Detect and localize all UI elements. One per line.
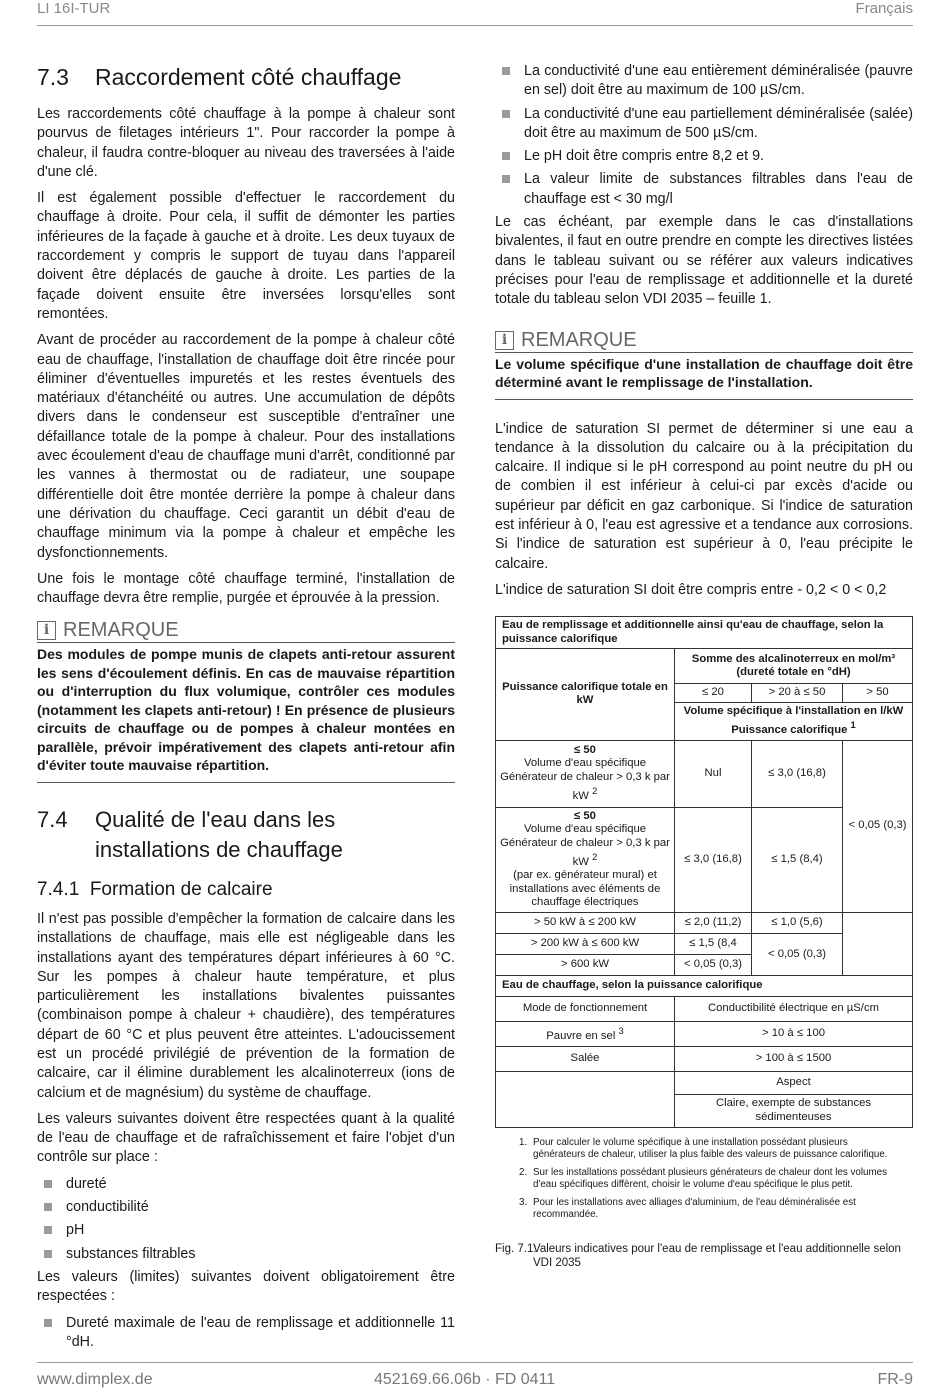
list-item: conductibilité [37, 1198, 455, 1217]
header-puissance: Puissance calorifique totale en kW [496, 649, 675, 740]
row3-value-1: ≤ 2,0 (11,2) [675, 912, 752, 933]
table-row [496, 996, 913, 1021]
limits-list-continued [495, 62, 913, 209]
note-body: Des modules de pompe munis de clapets anti-retour assurent les sens d'écoulement définis. En cas de mauvaise répartition ou d'interruption du flux volumique, contrôler ces modules (notamment les clapets anti-retour) ! En présence de plusieurs circuits de chauffage ou de pompes à chaleur montées en parallèle, prévoir impérativement des clapets anti-retour afin d'éviter toute mauvaise répartition. [37, 646, 455, 774]
note-title: REMARQUE [521, 328, 637, 351]
note-box-1 [37, 618, 455, 783]
note-box-2 [495, 328, 913, 400]
footer-page-number: FR-9 [877, 1371, 913, 1388]
conductivity-header: Conductibilité électrique en µS/cm [675, 996, 913, 1021]
s73-paragraph-1: Les raccordements côté chauffage à la pompe à chaleur sont pourvus de filetages intérieurs 1". Pour raccorder la pompe à chaleur, il faudra contre-bloquer au niveau des traversées à l'aide d'une clé. [37, 106, 455, 180]
note-title: REMARQUE [63, 619, 179, 642]
row2-value-2: ≤ 1,5 (8,4) [752, 807, 843, 912]
s74-paragraph-1: Il n'est pas possible d'empêcher la formation de calcaire dans les installations de chauffage, mais elle est négligeable dans les installations ayant des températures départ inférieures à 60 °C. Sur les pompes à chaleur haute température, et plus particulièrement les installations bivalentes puissantes (combinaison pompe à chaleur + chaudière), des températures départ de 60 °C et plus peuvent être atteintes. L'adoucissement est un procédé privilégié de prévention de la formation de calcaire, car il élimine durablement les alcalinoterreux (ions de calcium et de magnésium) du système de chauffage. [37, 910, 455, 1101]
list-item: La conductivité d'une eau entièrement déminéralisée (pauvre en sel) doit être au maximum de 100 µS/cm. [495, 62, 913, 101]
row1-value-1: Nul [675, 740, 752, 807]
s73-paragraph-2: Il est également possible d'effectuer le raccordement du chauffage à droite. Pour cela, il suffit de démonter les parties inférieures de la façade à gauche et à droite. Les deux tuyaux de raccordement y compris le support de tuyau dans l'appareil doivent être déplacés de gauche à droite. Les parties de la façade doivent ensuite être inversées lorsqu'elles sont remontées. [37, 190, 455, 322]
list-item: Dureté maximale de l'eau de remplissage et additionnelle 11 °dH. [37, 1314, 455, 1353]
info-icon: i [37, 621, 56, 640]
table-row [496, 912, 913, 933]
s74-paragraph-2: Les valeurs suivantes doivent être respectées quant à la qualité de l'eau de chauffage et de rafraîchissement et faire l'objet d'un contrôle sur place : [37, 1110, 455, 1166]
row4-puissance: > 200 kW à ≤ 600 kW [496, 933, 675, 954]
header-range-1: ≤ 20 [675, 684, 752, 703]
section-7-3-heading: 7.3 Raccordement côté chauffage [37, 64, 402, 90]
low-salt-value: > 10 à ≤ 100 [675, 1021, 913, 1046]
s73-paragraph-4: Une fois le montage côté chauffage terminé, l'installation de chauffage devra être remplie, purgée et éprouvée à la pression. [37, 570, 455, 607]
limits-list-start [37, 1314, 455, 1353]
water-quality-table [495, 616, 913, 1128]
header-range-2: > 20 à ≤ 50 [752, 684, 843, 703]
s74-paragraph-5: L'indice de saturation SI permet de déterminer si une eau a tendance à la dissolution du calcaire ou à la précipitation du calcaire. Il indique si le pH correspond au point neutre du pH ou de combien il est inférieur à celui-ci par excès d'acide ou supérieur par déficit en gaz carbonique. Si l'indice de saturation est inférieur à 0, l'eau est agressive et a tendance aux corrosions. Si l'indice de saturation est supérieur à 0, l'eau précipite le calcaire. [495, 420, 913, 572]
row5-puissance: > 600 kW [496, 954, 675, 975]
row2-puissance: ≤ 50 Volume d'eau spécifique Générateur de chaleur > 0,3 k par kW $^2$ (par ex. générateur mural) et installations avec éléments de chauffage électriques [496, 807, 675, 912]
table-title-1: Eau de remplissage et additionnelle ainsi qu'eau de chauffage, selon la puissance calorifique [496, 617, 913, 649]
figure-caption: Fig. 7.1: Valeurs indicatives pour l'eau de remplissage et l'eau additionnelle selon VDI 2035 [495, 1242, 901, 1269]
note-header [495, 328, 913, 353]
rows45-value-2: < 0,05 (0,3) [752, 933, 843, 975]
s74-paragraph-3: Les valeurs (limites) suivantes doivent obligatoirement être respectées : [37, 1268, 455, 1305]
rows12-value-3: < 0,05 (0,3) [843, 740, 913, 912]
left-column [37, 62, 455, 1356]
list-item: La valeur limite de substances filtrables dans l'eau de chauffage est < 30 mg/l [495, 170, 913, 209]
row1-value-2: ≤ 3,0 (16,8) [752, 740, 843, 807]
footnote-1: 1. Pour calculer le volume spécifique à une installation possédant plusieurs générateurs de chaleur, utiliser la plus faible des valeurs de puissance calorifique. [519, 1136, 888, 1161]
header-volume: Volume spécifique à l'installation en l/kW Puissance calorifique $^1$ [675, 702, 913, 740]
salty-value: > 100 à ≤ 1500 [675, 1046, 913, 1071]
table-row [496, 1021, 913, 1046]
aspect-value: Claire, exempte de substances sédimenteuses [675, 1094, 913, 1127]
section-7-4-1-heading: 7.4.1 Formation de calcaire [37, 878, 273, 900]
table-row [496, 1071, 913, 1094]
row1-puissance: ≤ 50 Volume d'eau spécifique Générateur de chaleur > 0,3 k par kW $^2$ [496, 740, 675, 807]
page-footer [37, 1362, 913, 1391]
footer-doc-number: 452169.66.06b · FD 0411 [374, 1371, 556, 1388]
mode-salty: Salée [496, 1046, 675, 1071]
header-somme: Somme des alcalinoterreux en mol/m³ (dureté totale en °dH) [675, 649, 913, 684]
footnote-3: 3. Pour les installations avec alliages d'aluminium, de l'eau déminéralisée est recommandée. [519, 1196, 856, 1221]
row5-value-1: < 0,05 (0,3) [675, 954, 752, 975]
list-item: substances filtrables [37, 1245, 455, 1264]
table-row [496, 1046, 913, 1071]
header-range-3: > 50 [843, 684, 913, 703]
note-body: Le volume spécifique d'une installation de chauffage doit être déterminé avant le remplissage de l'installation. [495, 355, 913, 391]
footer-website: www.dimplex.de [37, 1371, 153, 1388]
s73-paragraph-3: Avant de procéder au raccordement de la pompe à chaleur côté eau de chauffage, l'installation de chauffage doit être rincée pour éliminer d'éventuelles impuretés et les restes éventuels des matériaux d'étanchéité ou autres. Une accumulation de dépôts divers dans le condenseur est susceptible d'entraîner une défaillance totale de la pompe à chaleur. Pour des installations avec écoulement d'eau de chauffage muni d'arrêt, conditionné par les vannes à thermostat ou de radiateur, une soupape différentielle doit être montée derrière la pompe à chaleur dans une dérivation du chauffage. Ceci garantit un débit d'eau de chauffage minimum via la pompe à chaleur et empêche les dysfonctionnements. [37, 332, 455, 561]
page-header [37, 0, 913, 26]
list-item: Le pH doit être compris entre 8,2 et 9. [495, 147, 913, 166]
footnote-2: 2. Sur les installations possédant plusieurs générateurs de chaleur dont les volumes d'eau spécifiques diffèrent, choisir le volume d'eau spécifique le plus petit. [519, 1166, 887, 1191]
row3-puissance: > 50 kW à ≤ 200 kW [496, 912, 675, 933]
list-item: pH [37, 1221, 455, 1240]
list-item: dureté [37, 1175, 455, 1194]
table-row [496, 740, 913, 807]
note-header [37, 618, 455, 643]
control-list [37, 1175, 455, 1264]
header-language: Français [855, 0, 913, 17]
section-7-4-heading: 7.4 Qualité de l'eau dans les installations de chauffage [37, 806, 343, 862]
row2-value-1: ≤ 3,0 (16,8) [675, 807, 752, 912]
row3-value-2: ≤ 1,0 (5,6) [752, 912, 843, 933]
info-icon: i [495, 331, 514, 350]
mode-low-salt: Pauvre en sel $^3$ [496, 1021, 675, 1046]
right-column [495, 62, 913, 1270]
list-item: La conductivité d'une eau partiellement déminéralisée (salée) doit être au maximum de 500 µS/cm. [495, 105, 913, 144]
mode-header: Mode de fonctionnement [496, 996, 675, 1021]
s74-paragraph-4: Le cas échéant, par exemple dans le cas d'installations bivalentes, il faut en outre prendre en compte les directives listées dans le tableau suivant ou se référer aux valeurs indicatives précises pour l'eau de remplissage et additionnelle et la dureté totale du tableau selon VDI 2035 – feuille 1. [495, 214, 914, 308]
aspect-empty [496, 1071, 675, 1127]
table-footnotes [495, 1137, 913, 1222]
rows345-empty [843, 912, 913, 975]
s74-paragraph-6: L'indice de saturation SI doit être compris entre - 0,2 < 0 < 0,2 [495, 581, 887, 598]
aspect-header: Aspect [675, 1071, 913, 1094]
header-model: LI 16I-TUR [37, 0, 111, 17]
row4-value-1: ≤ 1,5 (8,4 [675, 933, 752, 954]
table-title-2: Eau de chauffage, selon la puissance calorifique [496, 975, 913, 996]
